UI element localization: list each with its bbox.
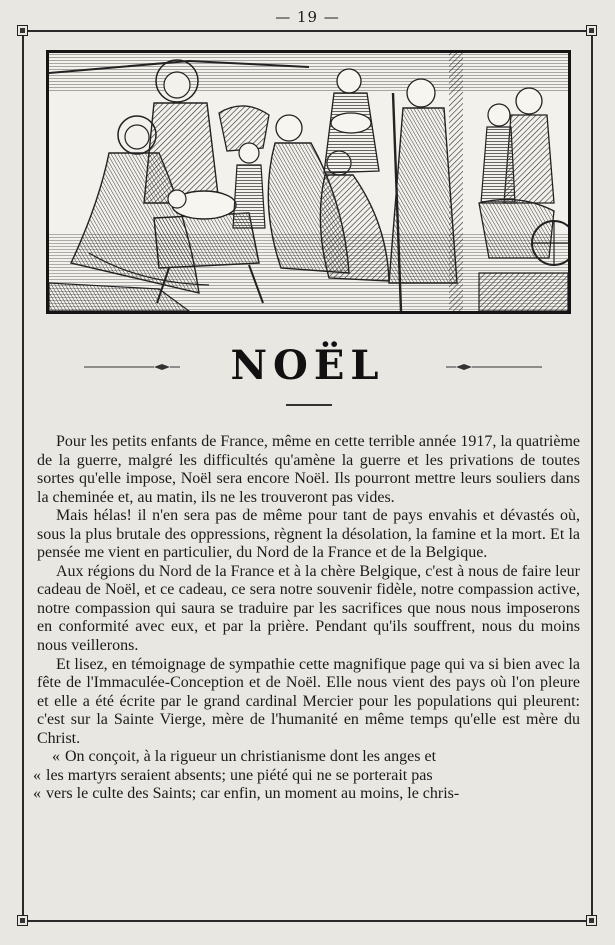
paragraph: Et lisez, en témoignage de sympathie cette magnifique page qui va si bien avec la fête de l'Immaculée-Conception et de Noël. Elle nous vient des pays où l'on pleure et elle a été écrite par le grand cardinal Mercier pour les populations qui pleurent: c'est sur la Sainte Vierge, mère de l'humanité en même temps qu'elle est mère du Christ. xyxy=(37,655,580,747)
page-number: — 19 — xyxy=(275,8,340,26)
title-ornament-icon xyxy=(446,364,542,370)
corner-ornament-icon xyxy=(17,915,28,926)
nativity-engraving xyxy=(46,50,571,314)
quote-line xyxy=(37,748,580,767)
quote-mark: « xyxy=(33,766,41,784)
frame-top-rule xyxy=(22,30,593,32)
quote-text: On conçoit, à la rigueur un christianisme dont les anges et xyxy=(65,748,437,766)
nativity-illustration-icon xyxy=(49,53,568,311)
quote-text: vers le culte des Saints; car enfin, un moment au moins, le chris- xyxy=(46,785,460,803)
article-body xyxy=(33,433,580,804)
frame-right-rule xyxy=(591,30,593,922)
quote-line xyxy=(33,785,580,804)
quote-mark: « xyxy=(52,748,60,766)
title-underline xyxy=(286,404,332,406)
quote-mark: « xyxy=(33,785,41,803)
corner-ornament-icon xyxy=(17,25,28,36)
page-title: NOËL xyxy=(230,342,385,389)
frame-left-rule xyxy=(22,30,24,922)
corner-ornament-icon xyxy=(586,25,597,36)
paragraph: Aux régions du Nord de la France et à la chère Belgique, c'est à nous de faire leur cadeau de Noël, et ce cadeau, ce sera notre souvenir fidèle, notre compassion active, notre compassion qui saura se traduire par les sacrifices que nous nous imposerons en conformité avec eux, et par la prière. Pendant qu'ils souffrent, nous du moins nous veillerons. xyxy=(37,562,580,655)
frame-bottom-rule xyxy=(22,920,593,922)
paragraph: Pour les petits enfants de France, même en cette terrible année 1917, la quatrième de la guerre, malgré les difficultés qu'amène la guerre et les privations de toutes sortes qu'elle impose, Noël sera encore Noël. Ils pourront mettre leurs souliers dans la cheminée et, au matin, ils ne les trouveront pas vides. xyxy=(37,433,580,506)
title-row xyxy=(0,342,615,392)
corner-ornament-icon xyxy=(586,915,597,926)
paragraph: Mais hélas! il n'en sera pas de même pour tant de pays envahis et dévastés où, sous la plus brutale des oppressions, règnent la désolation, la famine et la mort. Et la pensée me vient en particulier, du Nord de la France et de la Belgique. xyxy=(37,507,580,562)
quote-text: les martyrs seraient absents; une piété qui ne se porterait pas xyxy=(46,766,433,784)
quote-line xyxy=(33,766,580,786)
